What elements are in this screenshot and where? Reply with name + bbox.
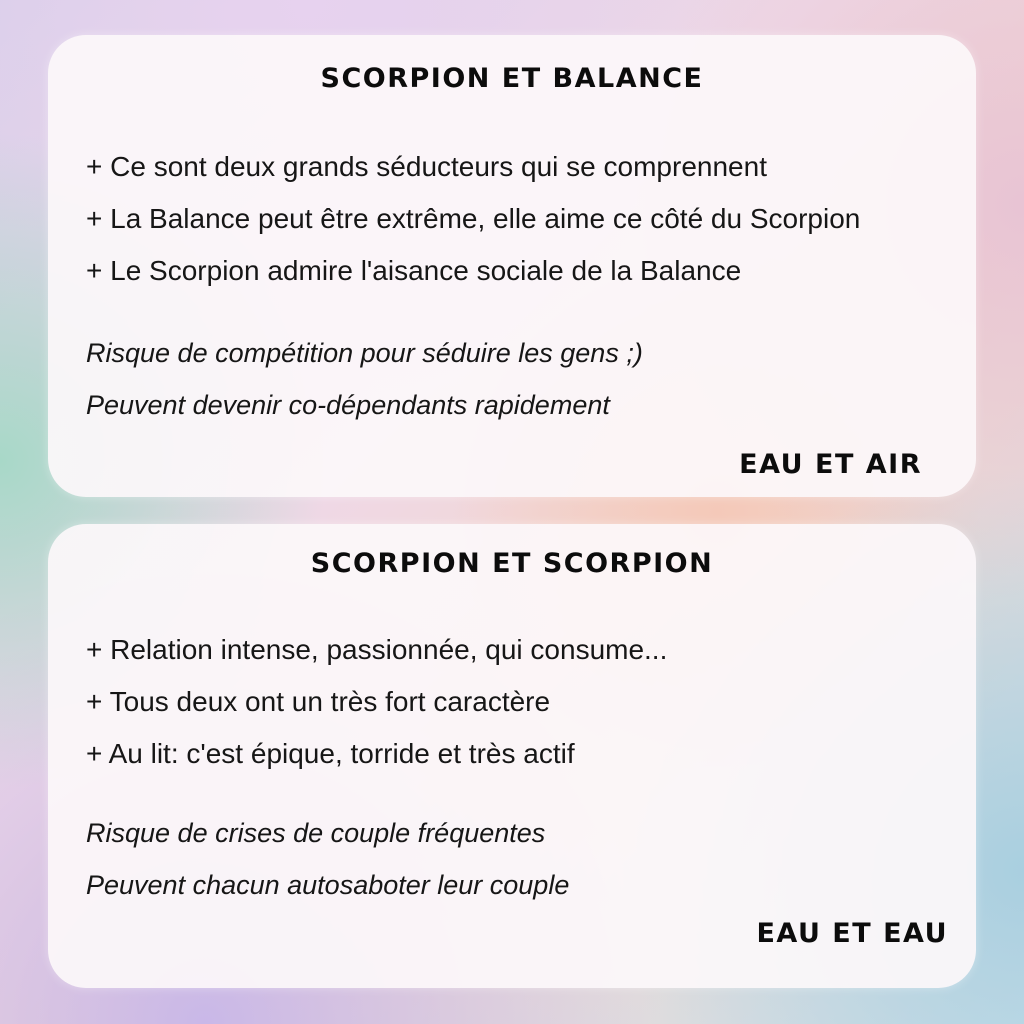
compatibility-card-scorpion-balance bbox=[48, 35, 976, 497]
risks-list bbox=[86, 327, 643, 431]
elements-label: EAU ET EAU bbox=[756, 918, 948, 949]
pro-item: + Le Scorpion admire l'aisance sociale de la Balance bbox=[86, 255, 742, 286]
card-title: SCORPION ET SCORPION bbox=[310, 548, 714, 579]
pro-item: + Relation intense, passionnée, qui consume... bbox=[86, 634, 668, 665]
pro-item: + Au lit: c'est épique, torride et très actif bbox=[86, 738, 575, 769]
pros-list bbox=[86, 141, 860, 297]
risk-item: Peuvent devenir co-dépendants rapidement bbox=[86, 390, 610, 420]
compatibility-card-scorpion-scorpion bbox=[48, 524, 976, 988]
risk-item: Risque de compétition pour séduire les gens ;) bbox=[86, 338, 643, 368]
card-title: SCORPION ET BALANCE bbox=[320, 63, 704, 94]
elements-label: EAU ET AIR bbox=[739, 449, 922, 480]
risks-list bbox=[86, 807, 569, 911]
risk-item: Peuvent chacun autosaboter leur couple bbox=[86, 870, 570, 900]
pro-item: + La Balance peut être extrême, elle aime ce côté du Scorpion bbox=[86, 203, 861, 234]
pro-item: + Tous deux ont un très fort caractère bbox=[86, 686, 551, 717]
pros-list bbox=[86, 624, 667, 780]
risk-item: Risque de crises de couple fréquentes bbox=[86, 818, 546, 848]
pro-item: + Ce sont deux grands séducteurs qui se comprennent bbox=[86, 151, 767, 182]
